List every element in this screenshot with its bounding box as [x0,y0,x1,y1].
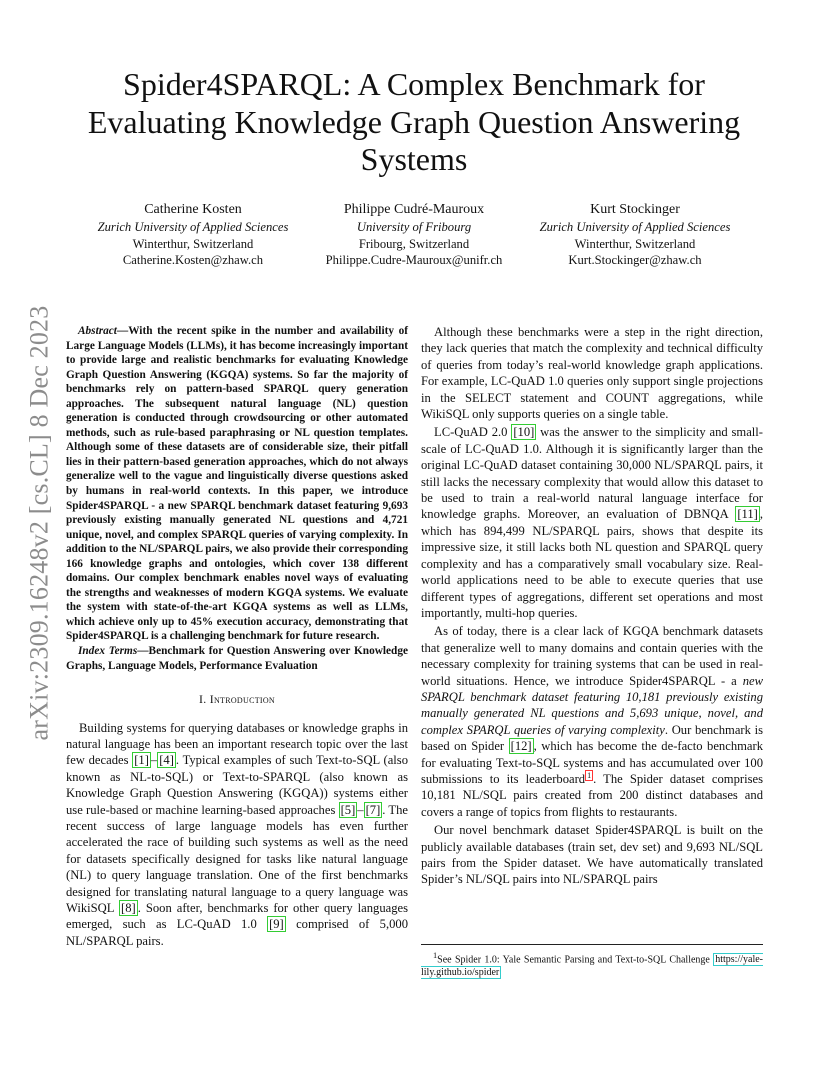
footnote-mark: 1 [433,951,438,960]
author-name: Kurt Stockinger [590,202,680,217]
author-affiliation: University of Fribourg [356,220,472,234]
text-run: , which has become the de-facto benchmark for evaluating Text-to-SQL systems and has accumulated over 100 submissions to its leaderboard [421,739,763,786]
text-run: Building systems for querying databases or knowledge graphs in natural language has been an important research topic over the last few decades [66,720,408,768]
emphasis-text: new SPARQL benchmark dataset featuring 10,181 previously existing manually generated NL questions and 5,693 unique, novel, and complex SPARQL queries of varying complexity [421,673,763,737]
author-location: Fribourg, Switzerland [358,236,470,251]
text-run: – [357,802,364,817]
author-email: Catherine.Kosten@zhaw.ch [122,253,264,267]
author-location: Winterthur, Switzerland [574,236,696,251]
section-heading-introduction: I. Introduction [198,692,276,707]
intro-paragraph-1 [66,720,408,950]
intro-paragraph-5: Our novel benchmark dataset Spider4SPARQL is built on the publicly available databases (train set, dev set) and 9,693 NL/SQL pairs from the Spider dataset. We have automatically translated Spider’s NL/SQL pairs into NL/SPARQL pairs [421,823,763,887]
footnote-url-link[interactable]: https://yale-lily.github.io/spider [421,954,763,979]
text-run: was the answer to the simplicity and small-scale of LC-QuAD 1.0. Although it is significantly larger than the original LC-QuAD dataset containing 30,000 NL/SPARQL pairs, it still lacks the necessary complexity that would allow this dataset to be used to train a real-world natural language interface for knowledge graphs. Moreover, an evaluation of DBNQA [421,425,763,522]
author-block-1 [60,201,326,269]
abstract-text: —With the recent spike in the number and availability of Large Language Models (LLMs), it has become increasingly important to provide large and realistic benchmarks for evaluating Knowledge Graph Question Answering (KGQA) systems. So far the majority of benchmarks rely on pattern-based SPARQL query generation approaches. The subsequent natural language (NL) question generation is conducted through crowdsourcing or other automated methods, such as rule-based paraphrasing or NL question templates. Although some of these datasets are of considerable size, their pitfall lies in their pattern-based generation approaches, which do not always generalize well to the vague and linguistically diverse questions asked by humans in real-world contexts. In this paper, we introduce Spider4SPARQL - a new SPARQL benchmark dataset featuring 9,693 previously existing manually generated NL questions and 4,721 unique, novel, and complex SPARQL queries of varying complexity. In addition to the NL/SPARQL pairs, we also provide their corresponding 166 knowledge graphs and ontologies, which cover 138 different domains. Our complex benchmark enables novel ways of evaluating the strengths and weaknesses of modern KGQA systems. We evaluate the system with state-of-the-art KGQA systems as well as LLMs, which achieve only up to 45% execution accuracy, demonstrating that Spider4SPARQL is a challenging benchmark for future research. [66,325,408,643]
text-run: . Soon after, benchmarks for other query languages emerged, such as LC-QuAD 1.0 [66,901,408,932]
arxiv-identifier-stamp [18,292,60,754]
footnote-body: See Spider 1.0: Yale Semantic Parsing and Text-to-SQL Challenge [437,954,714,966]
citation-link[interactable]: [9] [269,917,284,932]
index-terms-label: Index Terms [78,645,138,658]
author-affiliation: Zurich University of Applied Sciences [539,220,731,234]
footnote [421,944,763,979]
text-run: . The recent success of large language models has even further accelerated the race of building such systems as well as the need for datasets specifically designed for tasks like natural language (NL) to query language translation. One of the first benchmarks designed for translating natural language to a query language was WikiSQL [66,802,409,915]
author-email: Philippe.Cudre-Mauroux@unifr.ch [325,253,503,267]
author-affiliation: Zurich University of Applied Sciences [97,220,289,234]
text-run: . The Spider dataset comprises 10,181 NL/SQL pairs created from 200 distinct databases and covers a range of topics from flights to restaurants. [421,771,763,819]
text-run: LC-QuAD 2.0 [434,425,512,440]
author-block-3 [502,201,768,269]
citation-link[interactable]: [7] [365,802,381,817]
left-column [66,324,408,951]
text-run: – [150,753,158,768]
footnote-text [421,949,763,979]
author-name: Catherine Kosten [144,202,242,217]
abstract [66,324,408,644]
arxiv-stamp-text: arXiv:2309.16248v2 [cs.CL] 8 Dec 2023 [24,305,54,741]
intro-paragraph-4 [421,623,763,820]
right-column [421,324,763,890]
author-email: Kurt.Stockinger@zhaw.ch [568,253,702,267]
citation-link[interactable]: [11] [737,507,758,522]
citation-link[interactable]: [1] [134,753,149,768]
citation-link[interactable]: [5] [340,802,356,817]
text-run: As of today, there is a clear lack of KGQA benchmark datasets that generalize well to many domains and contain queries with the necessary complexity for training systems that can be used in real-world situations. Hence, we introduce Spider4SPARQL - a [421,624,763,688]
citation-link[interactable]: [12] [510,739,532,754]
author-name: Philippe Cudré-Mauroux [343,202,485,217]
intro-paragraph-2: Although these benchmarks were a step in the right direction, they lack queries that match the complexity and technical difficulty of queries from today’s real-world knowledge graph applications. For example, LC-QuAD 1.0 queries only support single projections in the SELECT statement and COUNT aggregations, while WikiSQL only supports queries on a single table. [421,325,763,422]
paper-title: Spider4SPARQL: A Complex Benchmark for Evaluating Knowledge Graph Question Answering Systems [87,66,741,177]
index-terms-text: —Benchmark for Question Answering over Knowledge Graphs, Language Models, Performance Evaluation [66,645,408,672]
citation-link[interactable]: [10] [513,425,535,440]
citation-link[interactable]: [4] [159,753,174,768]
intro-paragraph-3 [421,424,763,621]
footnote-ref-link[interactable]: 1 [587,770,592,780]
author-block-2 [300,201,528,269]
abstract-label: Abstract [78,325,117,337]
text-run: comprised of 5,000 NL/SPARQL pairs. [66,917,408,948]
index-terms [66,644,408,673]
text-run: . Typical examples of such Text-to-SQL (also known as NL-to-SQL) or Text-to-SPARQL (also known as Knowledge Graph Question Answering (KGQA)) systems either use rule-based or machine learning-based approaches [66,753,408,817]
text-run: . Our benchmark is based on Spider [421,722,763,754]
author-location: Winterthur, Switzerland [132,236,254,251]
citation-link[interactable]: [8] [121,901,136,915]
text-run: , which has 894,499 NL/SPARQL pairs, shows that despite its impressive size, it still lacks both NL question and SPARQL query complexity and has a comparatively small vocabulary size. Real-world applications need to be able to execute queries that use different types of aggregations, different set operations and most importantly, multi-hop queries. [421,507,763,620]
